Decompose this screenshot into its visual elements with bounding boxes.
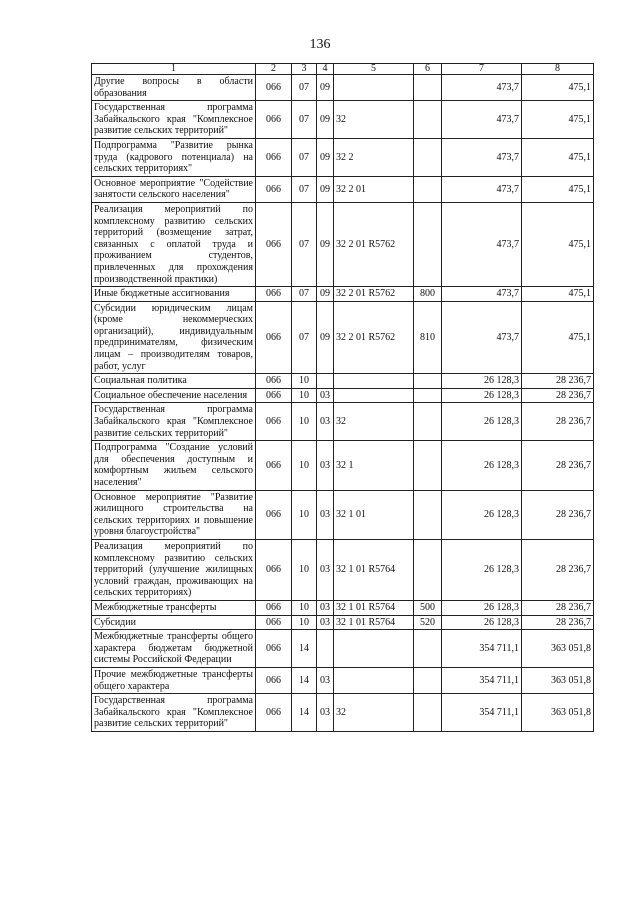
amount-year1-cell: 26 128,3 — [442, 403, 522, 441]
table-row — [92, 101, 594, 139]
table-row — [92, 630, 594, 668]
admin-code-cell: 066 — [256, 630, 292, 668]
expense-type-cell — [414, 539, 442, 600]
table-row — [92, 287, 594, 302]
subsection-code-cell: 03 — [317, 539, 334, 600]
row-name-cell: Основное мероприятие "Развитие жилищного строительства на сельских территориях и повышение уровня благоустройства" — [92, 490, 256, 539]
row-name-cell: Другие вопросы в области образования — [92, 75, 256, 101]
section-code-cell: 07 — [292, 75, 317, 101]
target-article-cell: 32 2 01 R5762 — [334, 301, 414, 374]
header-cell: 1 — [92, 64, 256, 75]
expense-type-cell — [414, 374, 442, 389]
target-article-cell: 32 2 01 R5762 — [334, 202, 414, 286]
table-row — [92, 374, 594, 389]
table-row — [92, 615, 594, 630]
header-cell: 5 — [334, 64, 414, 75]
subsection-code-cell: 03 — [317, 441, 334, 490]
expense-type-cell: 810 — [414, 301, 442, 374]
admin-code-cell: 066 — [256, 101, 292, 139]
row-name-cell: Реализация мероприятий по комплексному развитию сельских территорий (улучшение жилищных условий граждан, проживающих на сельских территориях) — [92, 539, 256, 600]
section-code-cell: 10 — [292, 403, 317, 441]
table-row — [92, 403, 594, 441]
amount-year1-cell: 354 711,1 — [442, 694, 522, 732]
target-article-cell: 32 1 01 R5764 — [334, 615, 414, 630]
amount-year2-cell: 475,1 — [522, 101, 594, 139]
row-name-cell: Подпрограмма "Развитие рынка труда (кадрового потенциала) на сельских территориях" — [92, 138, 256, 176]
row-name-cell: Государственная программа Забайкальского края "Комплексное развитие сельских территорий" — [92, 403, 256, 441]
row-name-cell: Социальное обеспечение населения — [92, 388, 256, 403]
amount-year2-cell: 363 051,8 — [522, 667, 594, 693]
amount-year2-cell: 363 051,8 — [522, 630, 594, 668]
row-name-cell: Субсидии — [92, 615, 256, 630]
amount-year2-cell: 28 236,7 — [522, 374, 594, 389]
section-code-cell: 07 — [292, 202, 317, 286]
row-name-cell: Подпрограмма "Создание условий для обеспечения доступным и комфортным жильем сельского населения" — [92, 441, 256, 490]
amount-year1-cell: 473,7 — [442, 287, 522, 302]
expense-type-cell — [414, 441, 442, 490]
target-article-cell: 32 1 01 R5764 — [334, 539, 414, 600]
amount-year1-cell: 26 128,3 — [442, 388, 522, 403]
row-name-cell: Иные бюджетные ассигнования — [92, 287, 256, 302]
expense-type-cell — [414, 403, 442, 441]
amount-year2-cell: 475,1 — [522, 75, 594, 101]
subsection-code-cell — [317, 630, 334, 668]
target-article-cell: 32 2 01 R5762 — [334, 287, 414, 302]
admin-code-cell: 066 — [256, 667, 292, 693]
admin-code-cell: 066 — [256, 694, 292, 732]
amount-year1-cell: 473,7 — [442, 176, 522, 202]
table-row — [92, 388, 594, 403]
table-row — [92, 490, 594, 539]
admin-code-cell: 066 — [256, 539, 292, 600]
target-article-cell — [334, 630, 414, 668]
table-header-row — [92, 64, 594, 75]
row-name-cell: Прочие межбюджетные трансферты общего характера — [92, 667, 256, 693]
expense-type-cell — [414, 138, 442, 176]
row-name-cell: Межбюджетные трансферты общего характера бюджетам бюджетной системы Российской Федерации — [92, 630, 256, 668]
expense-type-cell — [414, 388, 442, 403]
header-cell: 7 — [442, 64, 522, 75]
amount-year1-cell: 26 128,3 — [442, 615, 522, 630]
table-row — [92, 694, 594, 732]
row-name-cell: Социальная политика — [92, 374, 256, 389]
amount-year2-cell: 28 236,7 — [522, 388, 594, 403]
table-row — [92, 667, 594, 693]
admin-code-cell: 066 — [256, 287, 292, 302]
expense-type-cell — [414, 75, 442, 101]
amount-year1-cell: 473,7 — [442, 75, 522, 101]
subsection-code-cell: 09 — [317, 101, 334, 139]
amount-year1-cell: 26 128,3 — [442, 441, 522, 490]
subsection-code-cell: 03 — [317, 667, 334, 693]
section-code-cell: 10 — [292, 388, 317, 403]
header-cell: 2 — [256, 64, 292, 75]
expense-type-cell — [414, 101, 442, 139]
section-code-cell: 07 — [292, 176, 317, 202]
row-name-cell: Межбюджетные трансферты — [92, 600, 256, 615]
amount-year1-cell: 473,7 — [442, 138, 522, 176]
admin-code-cell: 066 — [256, 441, 292, 490]
subsection-code-cell — [317, 374, 334, 389]
admin-code-cell: 066 — [256, 75, 292, 101]
subsection-code-cell: 09 — [317, 287, 334, 302]
amount-year1-cell: 473,7 — [442, 202, 522, 286]
subsection-code-cell: 09 — [317, 138, 334, 176]
target-article-cell — [334, 75, 414, 101]
section-code-cell: 10 — [292, 490, 317, 539]
target-article-cell: 32 2 01 — [334, 176, 414, 202]
target-article-cell — [334, 667, 414, 693]
expense-type-cell: 800 — [414, 287, 442, 302]
header-cell: 8 — [522, 64, 594, 75]
row-name-cell: Государственная программа Забайкальского края "Комплексное развитие сельских территорий" — [92, 101, 256, 139]
section-code-cell: 07 — [292, 138, 317, 176]
target-article-cell: 32 — [334, 694, 414, 732]
admin-code-cell: 066 — [256, 615, 292, 630]
amount-year1-cell: 354 711,1 — [442, 630, 522, 668]
row-name-cell: Субсидии юридическим лицам (кроме некоммерческих организаций), индивидуальным предпринимателям, физическим лицам – производителям товаров, работ, услуг — [92, 301, 256, 374]
admin-code-cell: 066 — [256, 388, 292, 403]
table-row — [92, 202, 594, 286]
subsection-code-cell: 09 — [317, 75, 334, 101]
section-code-cell: 10 — [292, 615, 317, 630]
expense-type-cell — [414, 490, 442, 539]
amount-year2-cell: 28 236,7 — [522, 539, 594, 600]
section-code-cell: 07 — [292, 101, 317, 139]
table-row — [92, 75, 594, 101]
amount-year2-cell: 28 236,7 — [522, 403, 594, 441]
table-row — [92, 441, 594, 490]
header-cell: 3 — [292, 64, 317, 75]
section-code-cell: 10 — [292, 600, 317, 615]
amount-year2-cell: 28 236,7 — [522, 600, 594, 615]
amount-year2-cell: 475,1 — [522, 138, 594, 176]
amount-year2-cell: 475,1 — [522, 202, 594, 286]
subsection-code-cell: 03 — [317, 600, 334, 615]
expense-type-cell: 520 — [414, 615, 442, 630]
admin-code-cell: 066 — [256, 490, 292, 539]
section-code-cell: 10 — [292, 539, 317, 600]
target-article-cell: 32 1 01 R5764 — [334, 600, 414, 615]
amount-year2-cell: 363 051,8 — [522, 694, 594, 732]
amount-year1-cell: 473,7 — [442, 301, 522, 374]
table-row — [92, 600, 594, 615]
target-article-cell: 32 1 — [334, 441, 414, 490]
admin-code-cell: 066 — [256, 403, 292, 441]
section-code-cell: 10 — [292, 441, 317, 490]
section-code-cell: 10 — [292, 374, 317, 389]
subsection-code-cell: 09 — [317, 202, 334, 286]
admin-code-cell: 066 — [256, 600, 292, 615]
header-cell: 4 — [317, 64, 334, 75]
subsection-code-cell: 03 — [317, 388, 334, 403]
row-name-cell: Основное мероприятие "Содействие занятости сельского населения" — [92, 176, 256, 202]
amount-year1-cell: 354 711,1 — [442, 667, 522, 693]
amount-year2-cell: 475,1 — [522, 287, 594, 302]
admin-code-cell: 066 — [256, 138, 292, 176]
expense-type-cell: 500 — [414, 600, 442, 615]
section-code-cell: 14 — [292, 667, 317, 693]
target-article-cell: 32 2 — [334, 138, 414, 176]
amount-year2-cell: 28 236,7 — [522, 441, 594, 490]
section-code-cell: 14 — [292, 694, 317, 732]
amount-year2-cell: 475,1 — [522, 301, 594, 374]
amount-year1-cell: 26 128,3 — [442, 490, 522, 539]
header-cell: 6 — [414, 64, 442, 75]
admin-code-cell: 066 — [256, 202, 292, 286]
target-article-cell — [334, 374, 414, 389]
amount-year1-cell: 26 128,3 — [442, 600, 522, 615]
section-code-cell: 07 — [292, 301, 317, 374]
subsection-code-cell: 09 — [317, 176, 334, 202]
expense-type-cell — [414, 202, 442, 286]
amount-year2-cell: 28 236,7 — [522, 615, 594, 630]
target-article-cell — [334, 388, 414, 403]
subsection-code-cell: 03 — [317, 403, 334, 441]
budget-table — [91, 63, 594, 732]
expense-type-cell — [414, 176, 442, 202]
subsection-code-cell: 03 — [317, 490, 334, 539]
section-code-cell: 14 — [292, 630, 317, 668]
page-number: 136 — [309, 37, 331, 52]
amount-year2-cell: 28 236,7 — [522, 490, 594, 539]
target-article-cell: 32 — [334, 403, 414, 441]
section-code-cell: 07 — [292, 287, 317, 302]
amount-year1-cell: 473,7 — [442, 101, 522, 139]
amount-year1-cell: 26 128,3 — [442, 374, 522, 389]
admin-code-cell: 066 — [256, 176, 292, 202]
row-name-cell: Государственная программа Забайкальского края "Комплексное развитие сельских территорий" — [92, 694, 256, 732]
expense-type-cell — [414, 630, 442, 668]
subsection-code-cell: 09 — [317, 301, 334, 374]
target-article-cell: 32 — [334, 101, 414, 139]
table-row — [92, 138, 594, 176]
row-name-cell: Реализация мероприятий по комплексному развитию сельских территорий (возмещение затрат, связанных с оплатой труда и проживанием студентов, привлеченных для прохождения производственной практики) — [92, 202, 256, 286]
amount-year2-cell: 475,1 — [522, 176, 594, 202]
admin-code-cell: 066 — [256, 301, 292, 374]
amount-year1-cell: 26 128,3 — [442, 539, 522, 600]
target-article-cell: 32 1 01 — [334, 490, 414, 539]
expense-type-cell — [414, 694, 442, 732]
table-row — [92, 301, 594, 374]
expense-type-cell — [414, 667, 442, 693]
admin-code-cell: 066 — [256, 374, 292, 389]
subsection-code-cell: 03 — [317, 694, 334, 732]
table-row — [92, 176, 594, 202]
subsection-code-cell: 03 — [317, 615, 334, 630]
table-row — [92, 539, 594, 600]
